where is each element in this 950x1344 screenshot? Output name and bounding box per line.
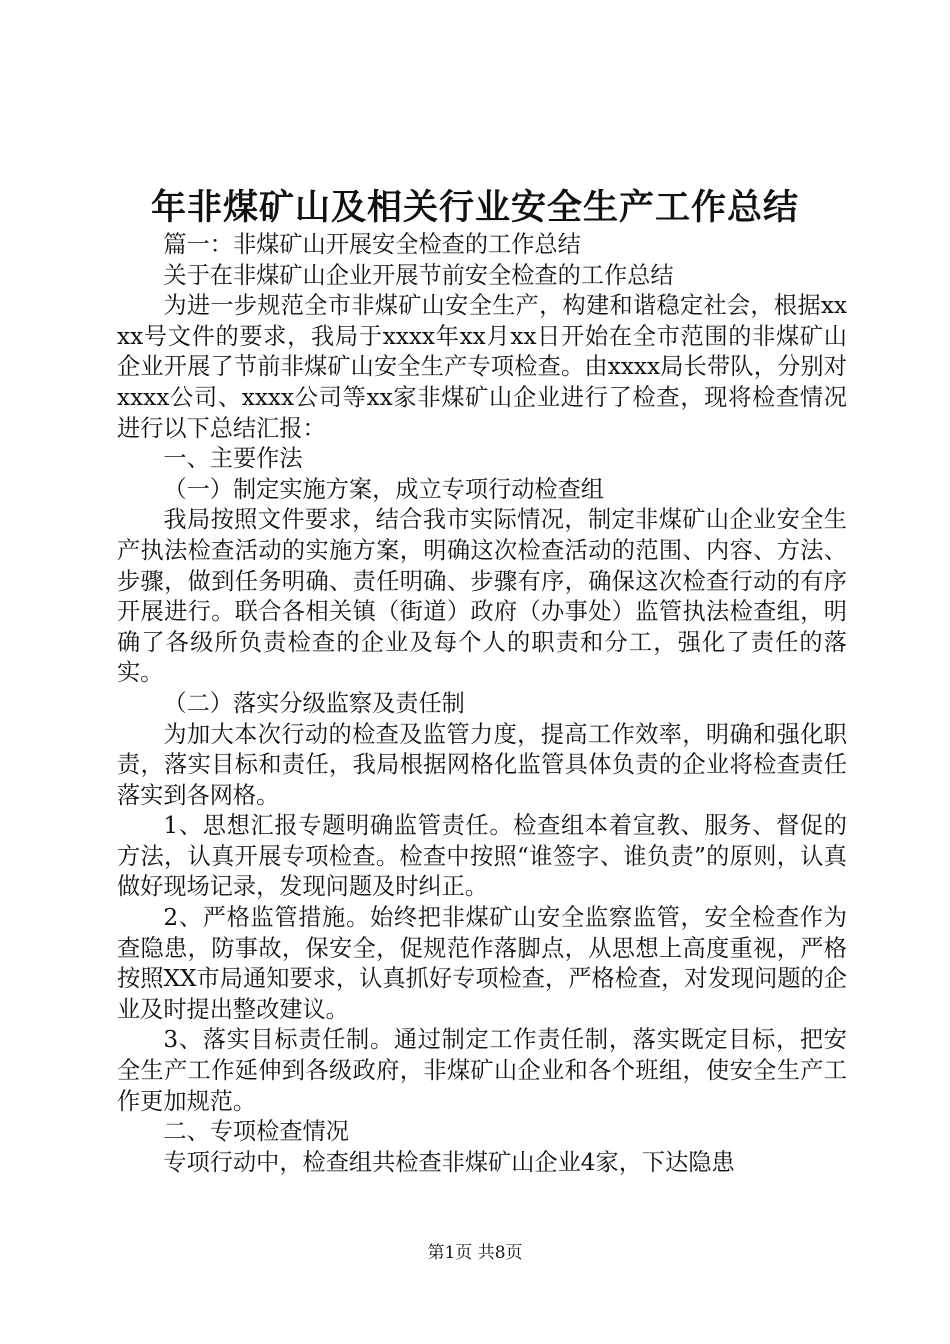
body-paragraph: 为进一步规范全市非煤矿山安全生产，构建和谐稳定社会，根据xxxx号文件的要求，我局于xxxx年xx月xx日开始在全市范围的非煤矿山企业开展了节前非煤矿山安全生产专项检查。由xxxx局长带队，分别对xxxx公司、xxxx公司等xx家非煤矿山企业进行了检查，现将检查情况进行以下总结汇报： [117, 292, 847, 442]
page-number: 第1页 共8页 [427, 1243, 523, 1263]
body-paragraph: 2、严格监管措施。始终把非煤矿山安全监察监管，安全检查作为查隐患，防事故，保安全，促规范作落脚点，从思想上高度重视，严格按照XX市局通知要求，认真抓好专项检查，严格检查，对发现问题的企业及时提出整改建议。 [117, 904, 847, 1023]
document-body [117, 230, 847, 1178]
body-paragraph: 专项行动中，检查组共检查非煤矿山企业4家，下达隐患 [163, 1148, 735, 1176]
report-heading: 关于在非煤矿山企业开展节前安全检查的工作总结 [163, 261, 674, 289]
body-paragraph: 我局按照文件要求，结合我市实际情况，制定非煤矿山企业安全生产执法检查活动的实施方案，明确这次检查活动的范围、内容、方法、步骤，做到任务明确、责任明确、步骤有序，确保这次检查行动的有序开展进行。联合各相关镇（街道）政府（办事处）监管执法检查组，明确了各级所负责检查的企业及每个人的职责和分工，强化了责任的落实。 [117, 506, 847, 687]
subsection-heading: （二）落实分级监察及责任制 [163, 689, 465, 717]
document-title: 年非煤矿山及相关行业安全生产工作总结 [150, 187, 799, 228]
section-heading: 一、主要作法 [163, 445, 303, 473]
body-paragraph: 1、思想汇报专题明确监管责任。检查组本着宣教、服务、督促的方法，认真开展专项检查。检查中按照“谁签字、谁负责”的原则，认真做好现场记录，发现问题及时纠正。 [117, 812, 847, 901]
subsection-heading: （一）制定实施方案，成立专项行动检查组 [163, 475, 604, 503]
body-paragraph: 为加大本次行动的检查及监管力度，提高工作效率，明确和强化职责，落实目标和责任，我局根据网格化监管具体负责的企业将检查责任落实到各网格。 [117, 720, 847, 809]
section-heading: 篇一：非煤矿山开展安全检查的工作总结 [163, 231, 581, 258]
section-heading: 二、专项检查情况 [163, 1118, 349, 1146]
body-paragraph: 3、落实目标责任制。通过制定工作责任制，落实既定目标，把安全生产工作延伸到各级政府，非煤矿山企业和各个班组，使安全生产工作更加规范。 [117, 1026, 847, 1115]
